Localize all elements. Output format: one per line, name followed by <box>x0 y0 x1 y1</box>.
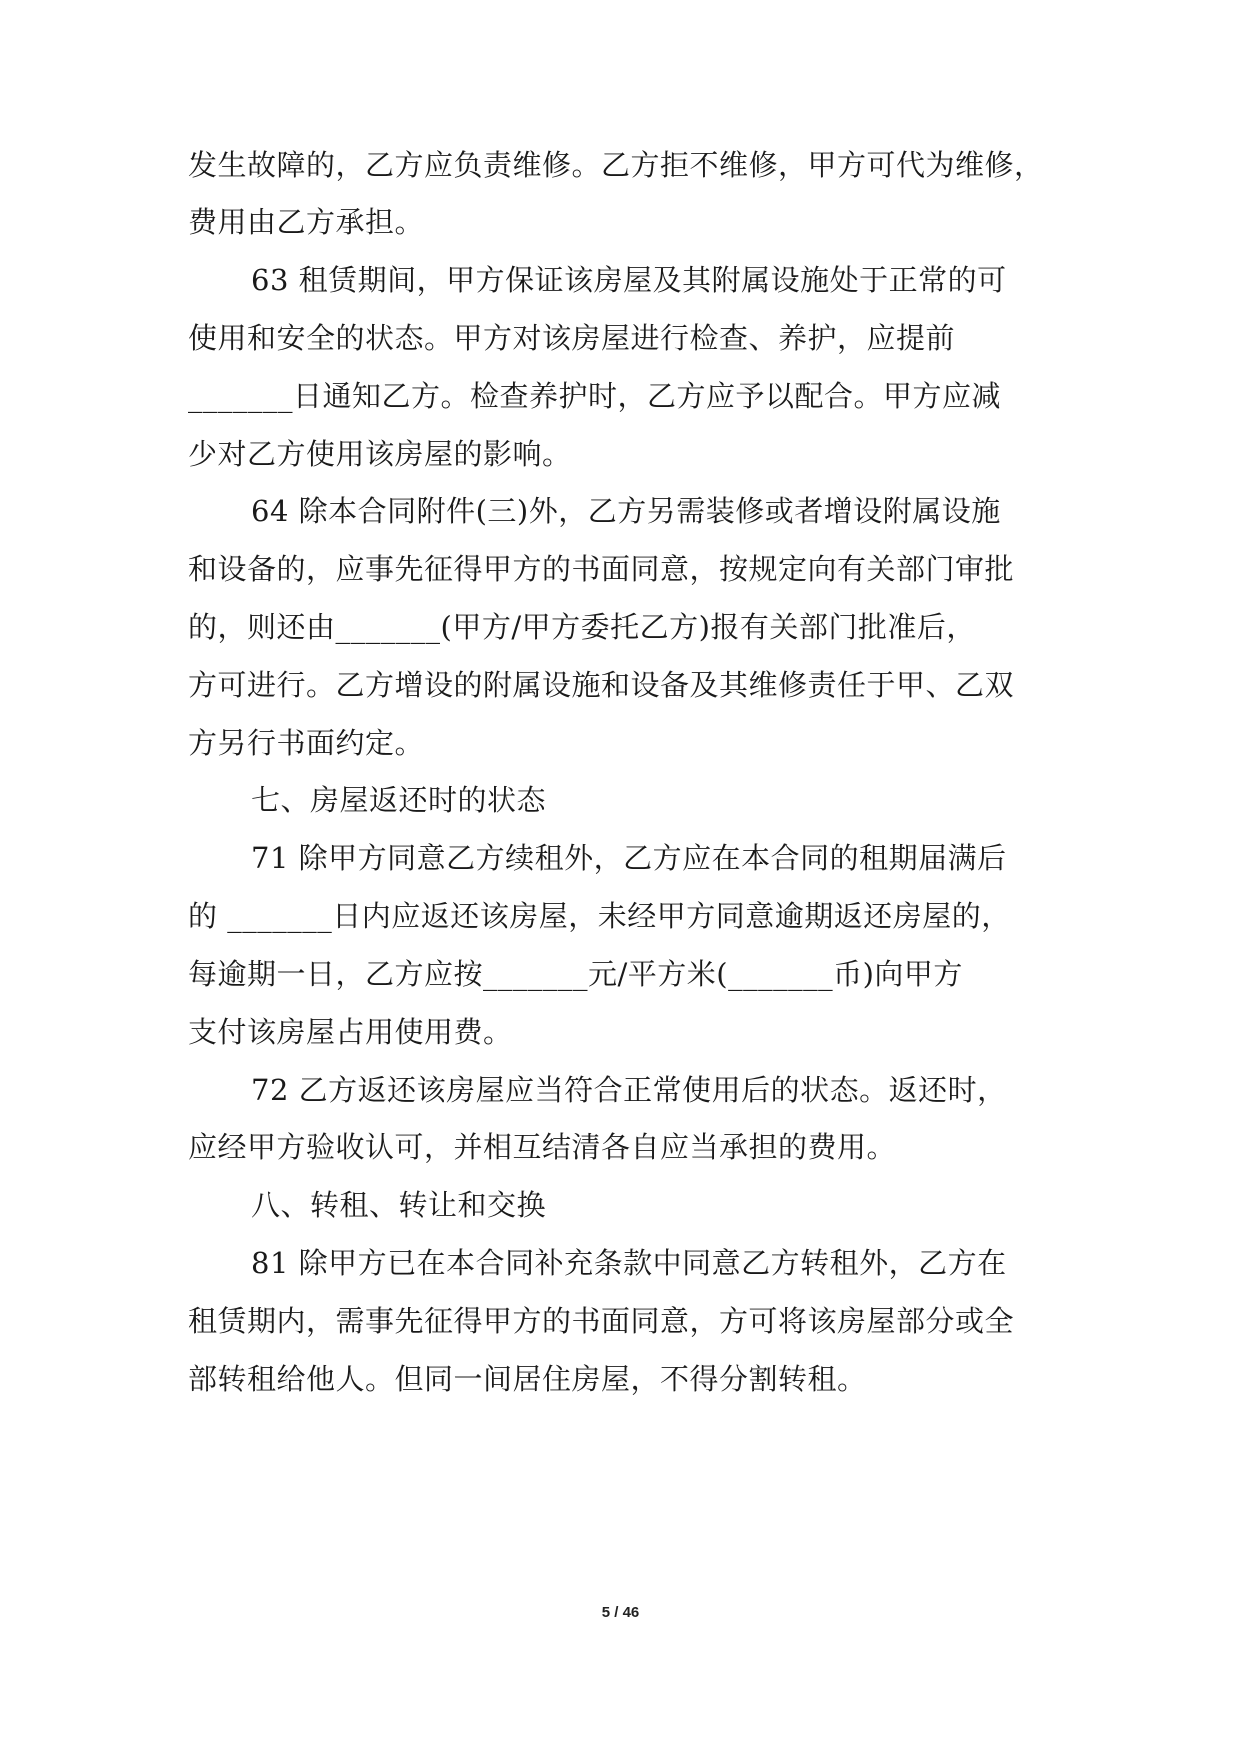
text-line: 少对乙方使用该房屋的影响。 <box>188 437 572 471</box>
text-line: 72 乙方返还该房屋应当符合正常使用后的状态。返还时， <box>251 1073 1007 1107</box>
section-heading: 七、房屋返还时的状态 <box>251 783 547 817</box>
text-line: 租赁期内，需事先征得甲方的书面同意，方可将该房屋部分或全 <box>188 1304 1015 1338</box>
text-line: 和设备的，应事先征得甲方的书面同意，按规定向有关部门审批 <box>188 552 1015 586</box>
text-line: 方另行书面约定。 <box>188 726 425 760</box>
text-line: 发生故障的，乙方应负责维修。乙方拒不维修，甲方可代为维修， <box>188 148 1044 182</box>
text-line: 的，则还由_______(甲方/甲方委托乙方)报有关部门批准后， <box>188 610 976 644</box>
text-line: 使用和安全的状态。甲方对该房屋进行检查、养护，应提前 <box>188 321 956 355</box>
text-line: 63 租赁期间，甲方保证该房屋及其附属设施处于正常的可 <box>251 263 1007 297</box>
text-line: 71 除甲方同意乙方续租外，乙方应在本合同的租期届满后 <box>251 841 1007 875</box>
text-line: 方可进行。乙方增设的附属设施和设备及其维修责任于甲、乙双 <box>188 668 1015 702</box>
text-line: 部转租给他人。但同一间居住房屋，不得分割转租。 <box>188 1362 867 1396</box>
text-line: 64 除本合同附件(三)外，乙方另需装修或者增设附属设施 <box>251 494 1001 528</box>
text-line: 的 _______日内应返还该房屋，未经甲方同意逾期返还房屋的， <box>188 899 1011 933</box>
text-line: _______日通知乙方。检查养护时，乙方应予以配合。甲方应减 <box>188 379 1002 413</box>
text-line: 支付该房屋占用使用费。 <box>188 1015 513 1049</box>
section-heading: 八、转租、转让和交换 <box>251 1188 547 1222</box>
text-line: 费用由乙方承担。 <box>188 205 425 239</box>
page-number: 5 / 46 <box>601 1604 640 1621</box>
text-line: 应经甲方验收认可，并相互结清各自应当承担的费用。 <box>188 1130 897 1164</box>
text-line: 81 除甲方已在本合同补充条款中同意乙方转租外，乙方在 <box>251 1246 1007 1280</box>
text-line: 每逾期一日，乙方应按_______元/平方米(_______币)向甲方 <box>188 957 963 991</box>
